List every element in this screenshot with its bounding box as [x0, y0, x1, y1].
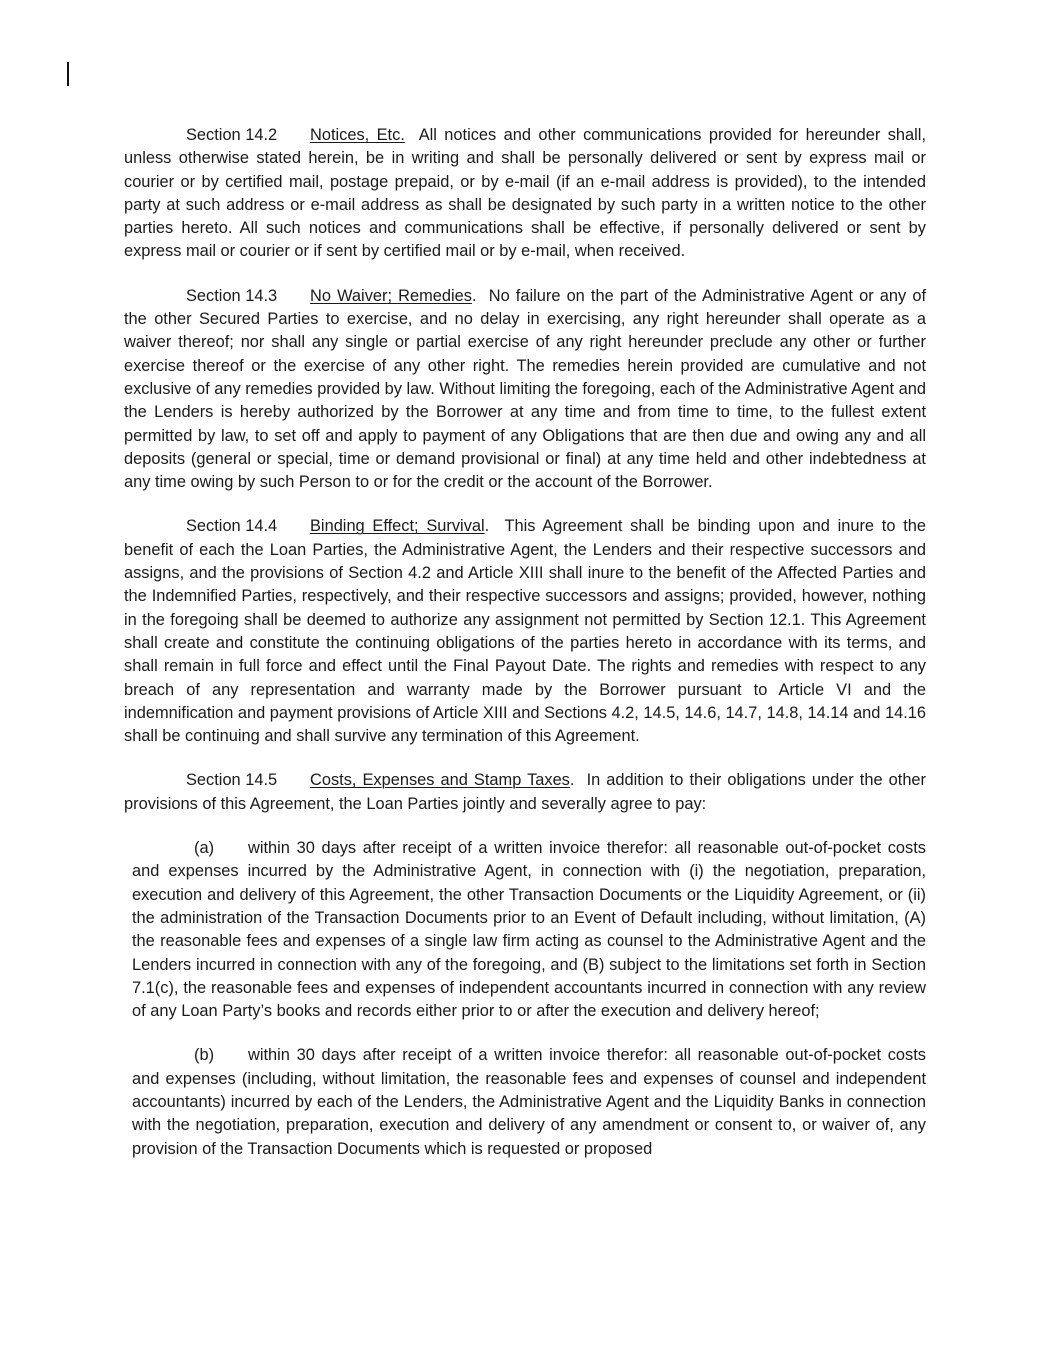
- section-body: In addition to their obligations under the other provisions of this Agreement, the Loan Parties jointly and severally agree to pay:: [124, 771, 927, 813]
- section-heading: Costs, Expenses and Stamp Taxes: [310, 771, 570, 790]
- section-14-3: Section 14.3 No Waiver; Remedies. No failure on the part of the Administrative Agent or any of the other Secured Parties to exercise, and no delay in exercising, any right hereunder shall operate as a waiver thereof; nor shall any single or partial exercise of any right hereunder preclude any other or further exercise thereof or the exercise of any other right. The remedies herein provided are cumulative and not exclusive of any remedies provided by law. Without limiting the foregoing, each of the Administrative Agent and the Lenders is hereby authorized by the Borrower at any time and from time to time, to the fullest extent permitted by law, to set off and apply to payment of any Obligations that are then due and owing any and all deposits (general or special, time or demand provisional or final) at any time held and other indebtedness at any time owing by such Person to or for the credit or the account of the Borrower.: [124, 286, 926, 492]
- document-page: [124, 124, 926, 1161]
- section-body: All notices and other communications provided for hereunder shall, unless otherwise stated herein, be in writing and shall be personally delivered or sent by express mail or courier or by certified mail, postage prepaid, or by e-mail (if an e-mail address is provided), to the intended party at such address or e-mail address as shall be designated by such party in a written notice to the other parties hereto. All such notices and communications shall be effective, if personally delivered or sent by express mail or courier or if sent by certified mail or by e-mail, when received.: [124, 126, 927, 261]
- section-heading: No Waiver; Remedies: [310, 286, 472, 305]
- text-cursor: [67, 62, 69, 86]
- section-number: Section 14.2: [186, 126, 278, 144]
- section-heading: Notices, Etc.: [310, 126, 405, 144]
- section-number: Section 14.4: [186, 517, 278, 536]
- section-14-5: Section 14.5 Costs, Expenses and Stamp Taxes. In addition to their obligations under the other provisions of this Agreement, the Loan Parties jointly and severally agree to pay:: [124, 771, 927, 813]
- section-14-4: Section 14.4 Binding Effect; Survival. This Agreement shall be binding upon and inure to the benefit of each the Loan Parties, the Administrative Agent, the Lenders and their respective successors and assigns, and the provisions of Section 4.2 and Article XIII shall inure to the benefit of the Affected Parties and the Indemnified Parties, respectively, and their respective successors and assigns; provided, however, nothing in the foregoing shall be deemed to authorize any assignment not permitted by Section 12.1. This Agreement shall create and constitute the continuing obligations of the parties hereto in accordance with its terms, and shall remain in full force and effect until the Final Payout Date. The rights and remedies with respect to any breach of any representation and warranty made by the Borrower pursuant to Article VI and the indemnification and payment provisions of Article XIII and Sections 4.2, 14.5, 14.6, 14.7, 14.8, 14.14 and 14.16 shall be continuing and shall survive any termination of this Agreement.: [124, 517, 926, 746]
- section-body: This Agreement shall be binding upon and inure to the benefit of each the Loan Parties, the Administrative Agent, the Lenders and their respective successors and assigns, and the provisions of Section 4.2 and Article XIII shall inure to the benefit of the Affected Parties and the Indemnified Parties, respectively, and their respective successors and assigns; provided, however, nothing in the foregoing shall be deemed to authorize any assignment not permitted by Section 12.1. This Agreement shall create and constitute the continuing obligations of the parties hereto in accordance with its terms, and shall remain in full force and effect until the Final Payout Date. The rights and remedies with respect to any breach of any representation and warranty made by the Borrower pursuant to Article VI and the indemnification and payment provisions of Article XIII and Sections 4.2, 14.5, 14.6, 14.7, 14.8, 14.14 and 14.16 shall be continuing and shall survive any termination of this Agreement.: [124, 517, 926, 746]
- section-body: No failure on the part of the Administrative Agent or any of the other Secured Parties to exercise, and no delay in exercising, any right hereunder shall operate as a waiver thereof; nor shall any single or partial exercise of any right hereunder preclude any other or further exercise thereof or the exercise of any other right. The remedies herein provided are cumulative and not exclusive of any remedies provided by law. Without limiting the foregoing, each of the Administrative Agent and the Lenders is hereby authorized by the Borrower at any time and from time to time, to the fullest extent permitted by law, to set off and apply to payment of any Obligations that are then due and owing any and all deposits (general or special, time or demand provisional or final) at any time held and other indebtedness at any time owing by such Person to or for the credit or the account of the Borrower.: [124, 286, 926, 492]
- section-14-2: [124, 124, 926, 264]
- subsection-body: within 30 days after receipt of a written invoice therefor: all reasonable out-of-pocket costs and expenses incurred by the Administrative Agent, in connection with (i) the negotiation, preparation, execution and delivery of this Agreement, the other Transaction Documents or the Liquidity Agreement, or (ii) the administration of the Transaction Documents prior to an Event of Default including, without limitation, (A) the reasonable fees and expenses of a single law firm acting as counsel to the Administrative Agent and the Lenders incurred in connection with any of the foregoing, and (B) subject to the limitations set forth in Section 7.1(c), the reasonable fees and expenses of independent accountants incurred in connection with any review of any Loan Party’s books and records either prior to or after the execution and delivery hereof;: [132, 839, 926, 1021]
- subsection-body: within 30 days after receipt of a written invoice therefor: all reasonable out-of-pocket costs and expenses (including, without limitation, the reasonable fees and expenses of counsel and independent accountants) incurred by each of the Lenders, the Administrative Agent and the Liquidity Banks in connection with the negotiation, preparation, execution and delivery of any amendment or consent to, or waiver of, any provision of the Transaction Documents which is requested or proposed: [132, 1046, 926, 1158]
- section-heading: Binding Effect; Survival: [310, 517, 485, 536]
- subsection-label: (b): [194, 1046, 215, 1065]
- subsection-label: (a): [194, 839, 215, 858]
- subsection-b: [132, 1044, 926, 1160]
- section-number: Section 14.3: [186, 286, 278, 305]
- section-number: Section 14.5: [186, 771, 278, 790]
- subsection-a: [132, 837, 926, 1023]
